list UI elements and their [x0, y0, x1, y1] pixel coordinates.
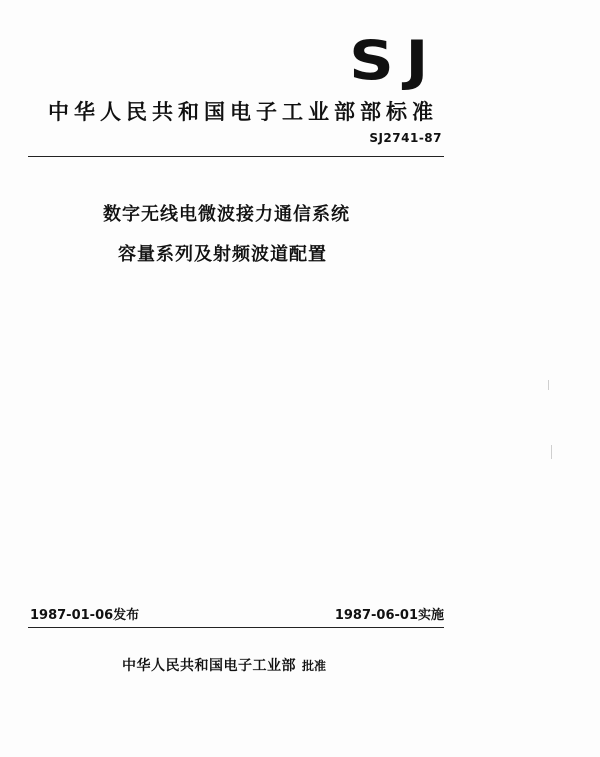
header-divider — [28, 156, 444, 157]
organization-title: 中华人民共和国电子工业部部标准 — [48, 100, 438, 124]
approval-verb: 批准 — [302, 659, 327, 673]
document-title-line-1: 数字无线电微波接力通信系统 — [103, 204, 350, 225]
implementation-date: 1987-06-01实施 — [334, 608, 444, 623]
scan-artifact — [548, 380, 549, 390]
footer-divider — [28, 627, 444, 628]
scan-artifact — [551, 445, 552, 459]
standard-number: SJ2741-87 — [369, 131, 442, 145]
document-title-line-2: 容量系列及射频波道配置 — [118, 244, 327, 265]
approval-line — [122, 655, 326, 675]
approving-body: 中华人民共和国电子工业部 — [122, 658, 296, 674]
sj-logo: SJ — [349, 29, 440, 92]
issue-date: 1987-01-06发布 — [30, 608, 140, 623]
